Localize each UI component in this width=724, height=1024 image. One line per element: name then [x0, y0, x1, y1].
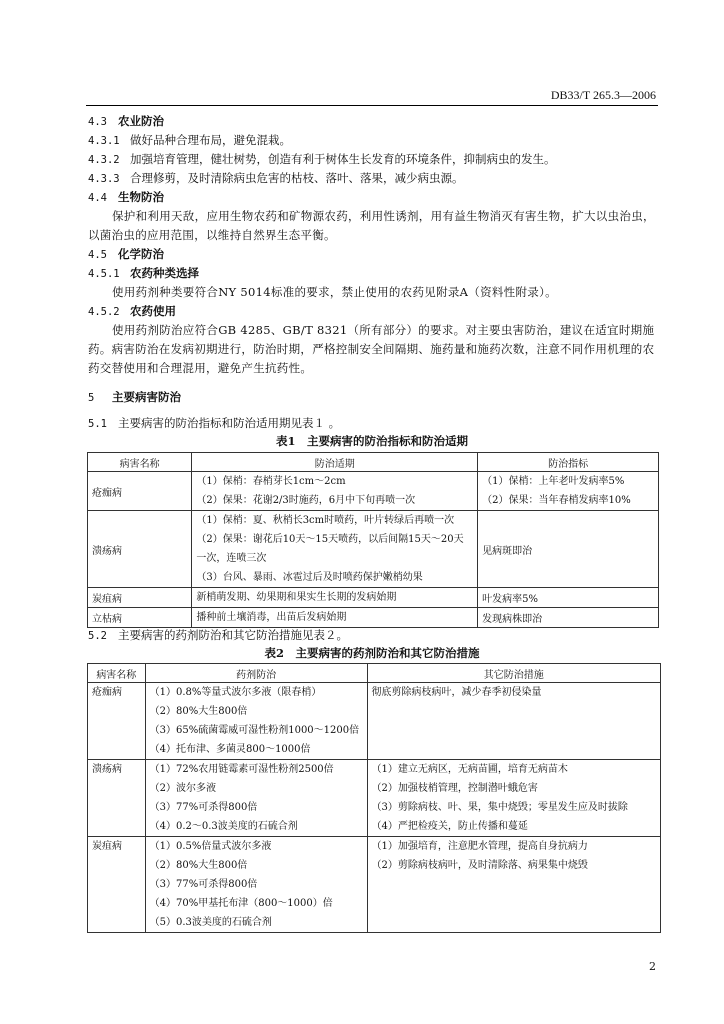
heading-4-5-1 [88, 264, 199, 283]
table2-caption: 表2 主要病害的药剂防治和其它防治措施 [264, 646, 480, 660]
cell-line: （1）保梢：夏、秋梢长3cm时喷药，叶片转绿后再喷一次 [196, 515, 455, 526]
heading-4-4 [88, 188, 164, 207]
cell-line: （2）保果：花谢2/3时施药，6月中下旬再喷一次 [196, 495, 416, 506]
table-row [88, 472, 659, 511]
paragraph-4-5-1: 使用药剂种类要符合NY 5014标准的要求，禁止使用的农药见附录A（资料性附录）。 [112, 285, 557, 299]
disease-name: 炭疽病 [88, 837, 146, 933]
other-cell [367, 837, 660, 933]
section-title: 农药使用 [130, 304, 176, 318]
section-number: 4.3 [88, 116, 107, 128]
chem-cell [145, 760, 367, 837]
table-row [88, 760, 661, 837]
clause-4-3-2 [88, 150, 556, 169]
cell-line: （4）0.2～0.3波美度的石硫合剂 [149, 821, 298, 832]
other-cell [367, 760, 660, 837]
table-header-row [88, 453, 659, 472]
section-number: 4.3.1 [88, 135, 120, 147]
cell-line: （2）剪除病枝病叶，及时清除落、病果集中烧毁 [371, 860, 588, 871]
section-number: 4.5 [88, 249, 107, 261]
section-title: 化学防治 [118, 247, 164, 261]
section-number: 4.4 [88, 192, 107, 204]
cell-line: （3）台风、暴雨、冰雹过后及时喷药保护嫩梢幼果 [196, 572, 423, 583]
clause-text: 主要病害的药剂防治和其它防治措施见表２。 [118, 628, 348, 642]
section-title: 农业防治 [118, 114, 164, 128]
paragraph-4-4: 保护和利用天敌，应用生物农药和矿物源农药，利用性诱剂，用有益生物消灭有害生物，扩大以虫治虫，以菌治虫的应用范围，以维持自然界生态平衡。 [88, 209, 655, 242]
table1 [87, 452, 659, 628]
heading-4-3 [88, 112, 164, 131]
table-row [88, 837, 661, 933]
table-row [88, 683, 661, 760]
cell-line: （4）70%甲基托布津（800～1000）倍 [149, 898, 333, 909]
column-header: 防治指标 [478, 453, 659, 472]
table1-caption: 表1 主要病害的防治指标和防治适期 [276, 434, 468, 448]
cell-line: （1）0.5%倍量式波尔多液 [149, 841, 272, 852]
cell-line: （2）波尔多液 [149, 783, 216, 794]
clause-5-2 [88, 626, 348, 645]
cell-line: （1）0.8%等量式波尔多液（限春梢） [149, 687, 322, 698]
section-number: 4.5.2 [88, 306, 120, 318]
standard-code: DB33/T 265.3—2006 [550, 88, 656, 102]
disease-name: 溃疡病 [88, 760, 146, 837]
heading-4-5 [88, 245, 164, 264]
period-cell: 新梢萌发期、幼果期和果实生长期的发病始期 [192, 588, 478, 608]
section-number: 4.3.2 [88, 154, 120, 166]
cell-line: （1）建立无病区，无病苗圃，培育无病苗木 [371, 764, 568, 775]
section-title: 生物防治 [118, 190, 164, 204]
disease-name: 溃疡病 [88, 511, 192, 588]
clause-text: 合理修剪，及时清除病虫危害的枯枝、落叶、落果，减少病虫源。 [130, 171, 464, 185]
table-row [88, 588, 659, 608]
index-cell: 叶发病率5% [478, 588, 659, 608]
section-number: 5.1 [88, 418, 107, 430]
table2 [87, 663, 661, 933]
cell-line: （1）保梢：上年老叶发病率5% [482, 476, 625, 487]
cell-line: （2）保果：当年春梢发病率10% [482, 495, 631, 506]
header-rule [86, 105, 658, 106]
cell-line: （3）剪除病枝、叶、果，集中烧毁；零星发生应及时拔除 [371, 802, 628, 813]
cell-line: （2）80%大生800倍 [149, 860, 248, 871]
cell-line: （1）保梢：春梢芽长1cm～2cm [196, 476, 346, 487]
table-row [88, 608, 659, 628]
section-number: 5.2 [88, 630, 107, 642]
section-number: 4.3.3 [88, 173, 120, 185]
cell-line: （3）65%硫菌霉威可湿性粉剂1000～1200倍 [149, 725, 360, 736]
clause-text: 主要病害的防治指标和防治适用期见表１ 。 [118, 416, 341, 430]
period-cell: 播种前土壤消毒，出苗后发病始期 [192, 608, 478, 628]
cell-line: （4）托布津、多菌灵800～1000倍 [149, 744, 311, 755]
section-title: 农药种类选择 [130, 266, 199, 280]
disease-name: 立枯病 [88, 608, 192, 628]
column-header: 其它防治措施 [367, 664, 660, 683]
column-header: 药剂防治 [145, 664, 367, 683]
clause-text: 加强培育管理，健壮树势，创造有利于树体生长发育的环境条件，抑制病虫的发生。 [130, 152, 556, 166]
disease-name: 炭疽病 [88, 588, 192, 608]
cell-line: （2）保果：谢花后10天～15天喷药，以后间隔15天～20天一次，连喷三次 [196, 534, 464, 564]
chem-cell [145, 683, 367, 760]
other-cell [367, 683, 660, 760]
clause-text: 做好品种合理布局，避免混栽。 [130, 133, 291, 147]
cell-line: （3）77%可杀得800倍 [149, 879, 258, 890]
table-header-row [88, 664, 661, 683]
clause-5-1 [88, 414, 340, 433]
heading-4-5-2 [88, 302, 176, 321]
cell-line: （2）80%大生800倍 [149, 706, 248, 717]
disease-name: 疮痂病 [88, 472, 192, 511]
paragraph-4-5-2: 使用药剂防治应符合GB 4285、GB/T 8321（所有部分）的要求。对主要虫害防治，建议在适宜时期施药。病害防治在发病初期进行，防治时期，严格控制安全间隔期、施药量和施药次数，注意不同作用机理的农药交替使用和合理混用，避免产生抗药性。 [88, 323, 655, 375]
cell-line: （2）加强枝梢管理，控制潜叶蛾危害 [371, 783, 538, 794]
disease-name: 疮痂病 [88, 683, 146, 760]
column-header: 病害名称 [88, 664, 146, 683]
column-header: 防治适期 [192, 453, 478, 472]
cell-line: （1）加强培育，注意肥水管理，提高自身抗病力 [371, 841, 588, 852]
section-number: 4.5.1 [88, 268, 120, 280]
index-cell [478, 472, 659, 511]
section-number: 5 [88, 392, 95, 404]
cell-line: （5）0.3波美度的石硫合剂 [149, 917, 272, 928]
cell-line: （1）72%农用链霉素可湿性粉剂2500倍 [149, 764, 334, 775]
clause-4-3-3 [88, 169, 464, 188]
table-row [88, 511, 659, 588]
period-cell [192, 472, 478, 511]
cell-line: （4）严把检疫关，防止传播和蔓延 [371, 821, 528, 832]
index-cell: 见病斑即治 [478, 511, 659, 588]
heading-5 [88, 388, 181, 407]
index-cell: 发现病株即治 [478, 608, 659, 628]
period-cell [192, 511, 478, 588]
column-header: 病害名称 [88, 453, 192, 472]
clause-4-3-1 [88, 131, 291, 150]
page-number: 2 [649, 960, 656, 973]
cell-line: 彻底剪除病枝病叶，减少春季初侵染量 [371, 687, 542, 698]
section-title: 主要病害防治 [112, 390, 181, 404]
cell-line: （3）77%可杀得800倍 [149, 802, 258, 813]
chem-cell [145, 837, 367, 933]
